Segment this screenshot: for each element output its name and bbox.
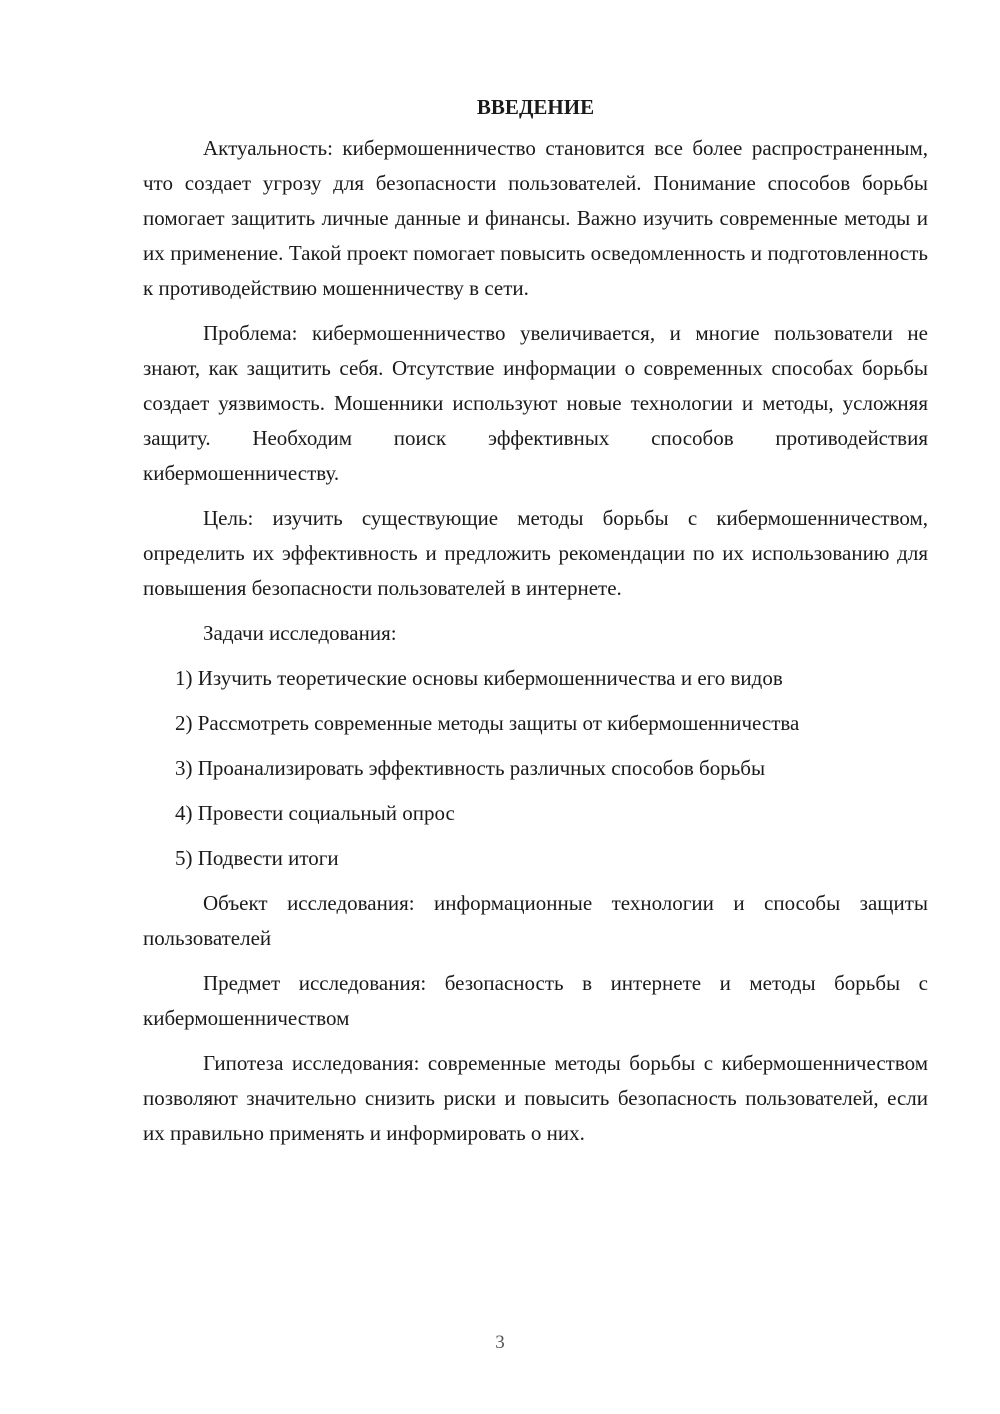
list-item: 4) Провести социальный опрос: [175, 801, 455, 825]
paragraph-problem: Проблема: кибермошенничество увеличивается, и многие пользователи не знают, как защитить себя. Отсутствие информации о современных способах борьбы создает уязвимость. Мошенники используют новые технологии и методы, усложняя защиту. Необходим поиск эффективных способов противодействия кибермошенничеству.: [143, 321, 928, 485]
paragraph-hypothesis: Гипотеза исследования: современные методы борьбы с кибермошенничеством позволяют значительно снизить риски и повысить безопасность пользователей, если их правильно применять и информировать о них.: [143, 1051, 928, 1145]
list-item: 5) Подвести итоги: [175, 846, 339, 870]
list-item: 1) Изучить теоретические основы кибермошенничества и его видов: [175, 666, 783, 690]
page-title: ВВЕДЕНИЕ: [476, 95, 595, 119]
list-item: 2) Рассмотреть современные методы защиты от кибермошенничества: [175, 711, 800, 735]
tasks-heading: Задачи исследования:: [203, 621, 397, 645]
paragraph-relevance: Актуальность: кибермошенничество становится все более распространенным, что создает угрозу для безопасности пользователей. Понимание способов борьбы помогает защитить личные данные и финансы. Важно изучить современные методы и их применение. Такой проект помогает повысить осведомленность и подготовленность к противодействию мошенничеству в сети.: [143, 136, 928, 300]
paragraph-object: Объект исследования: информационные технологии и способы защиты пользователей: [143, 891, 928, 950]
page-number: 3: [495, 1332, 505, 1353]
tasks-list: [143, 661, 928, 876]
paragraph-subject: Предмет исследования: безопасность в интернете и методы борьбы с кибермошенничеством: [143, 971, 928, 1030]
paragraph-goal: Цель: изучить существующие методы борьбы с кибермошенничеством, определить их эффективность и предложить рекомендации по их использованию для повышения безопасности пользователей в интернете.: [143, 506, 928, 600]
list-item: 3) Проанализировать эффективность различных способов борьбы: [175, 756, 766, 780]
document-page: [143, 90, 928, 1161]
